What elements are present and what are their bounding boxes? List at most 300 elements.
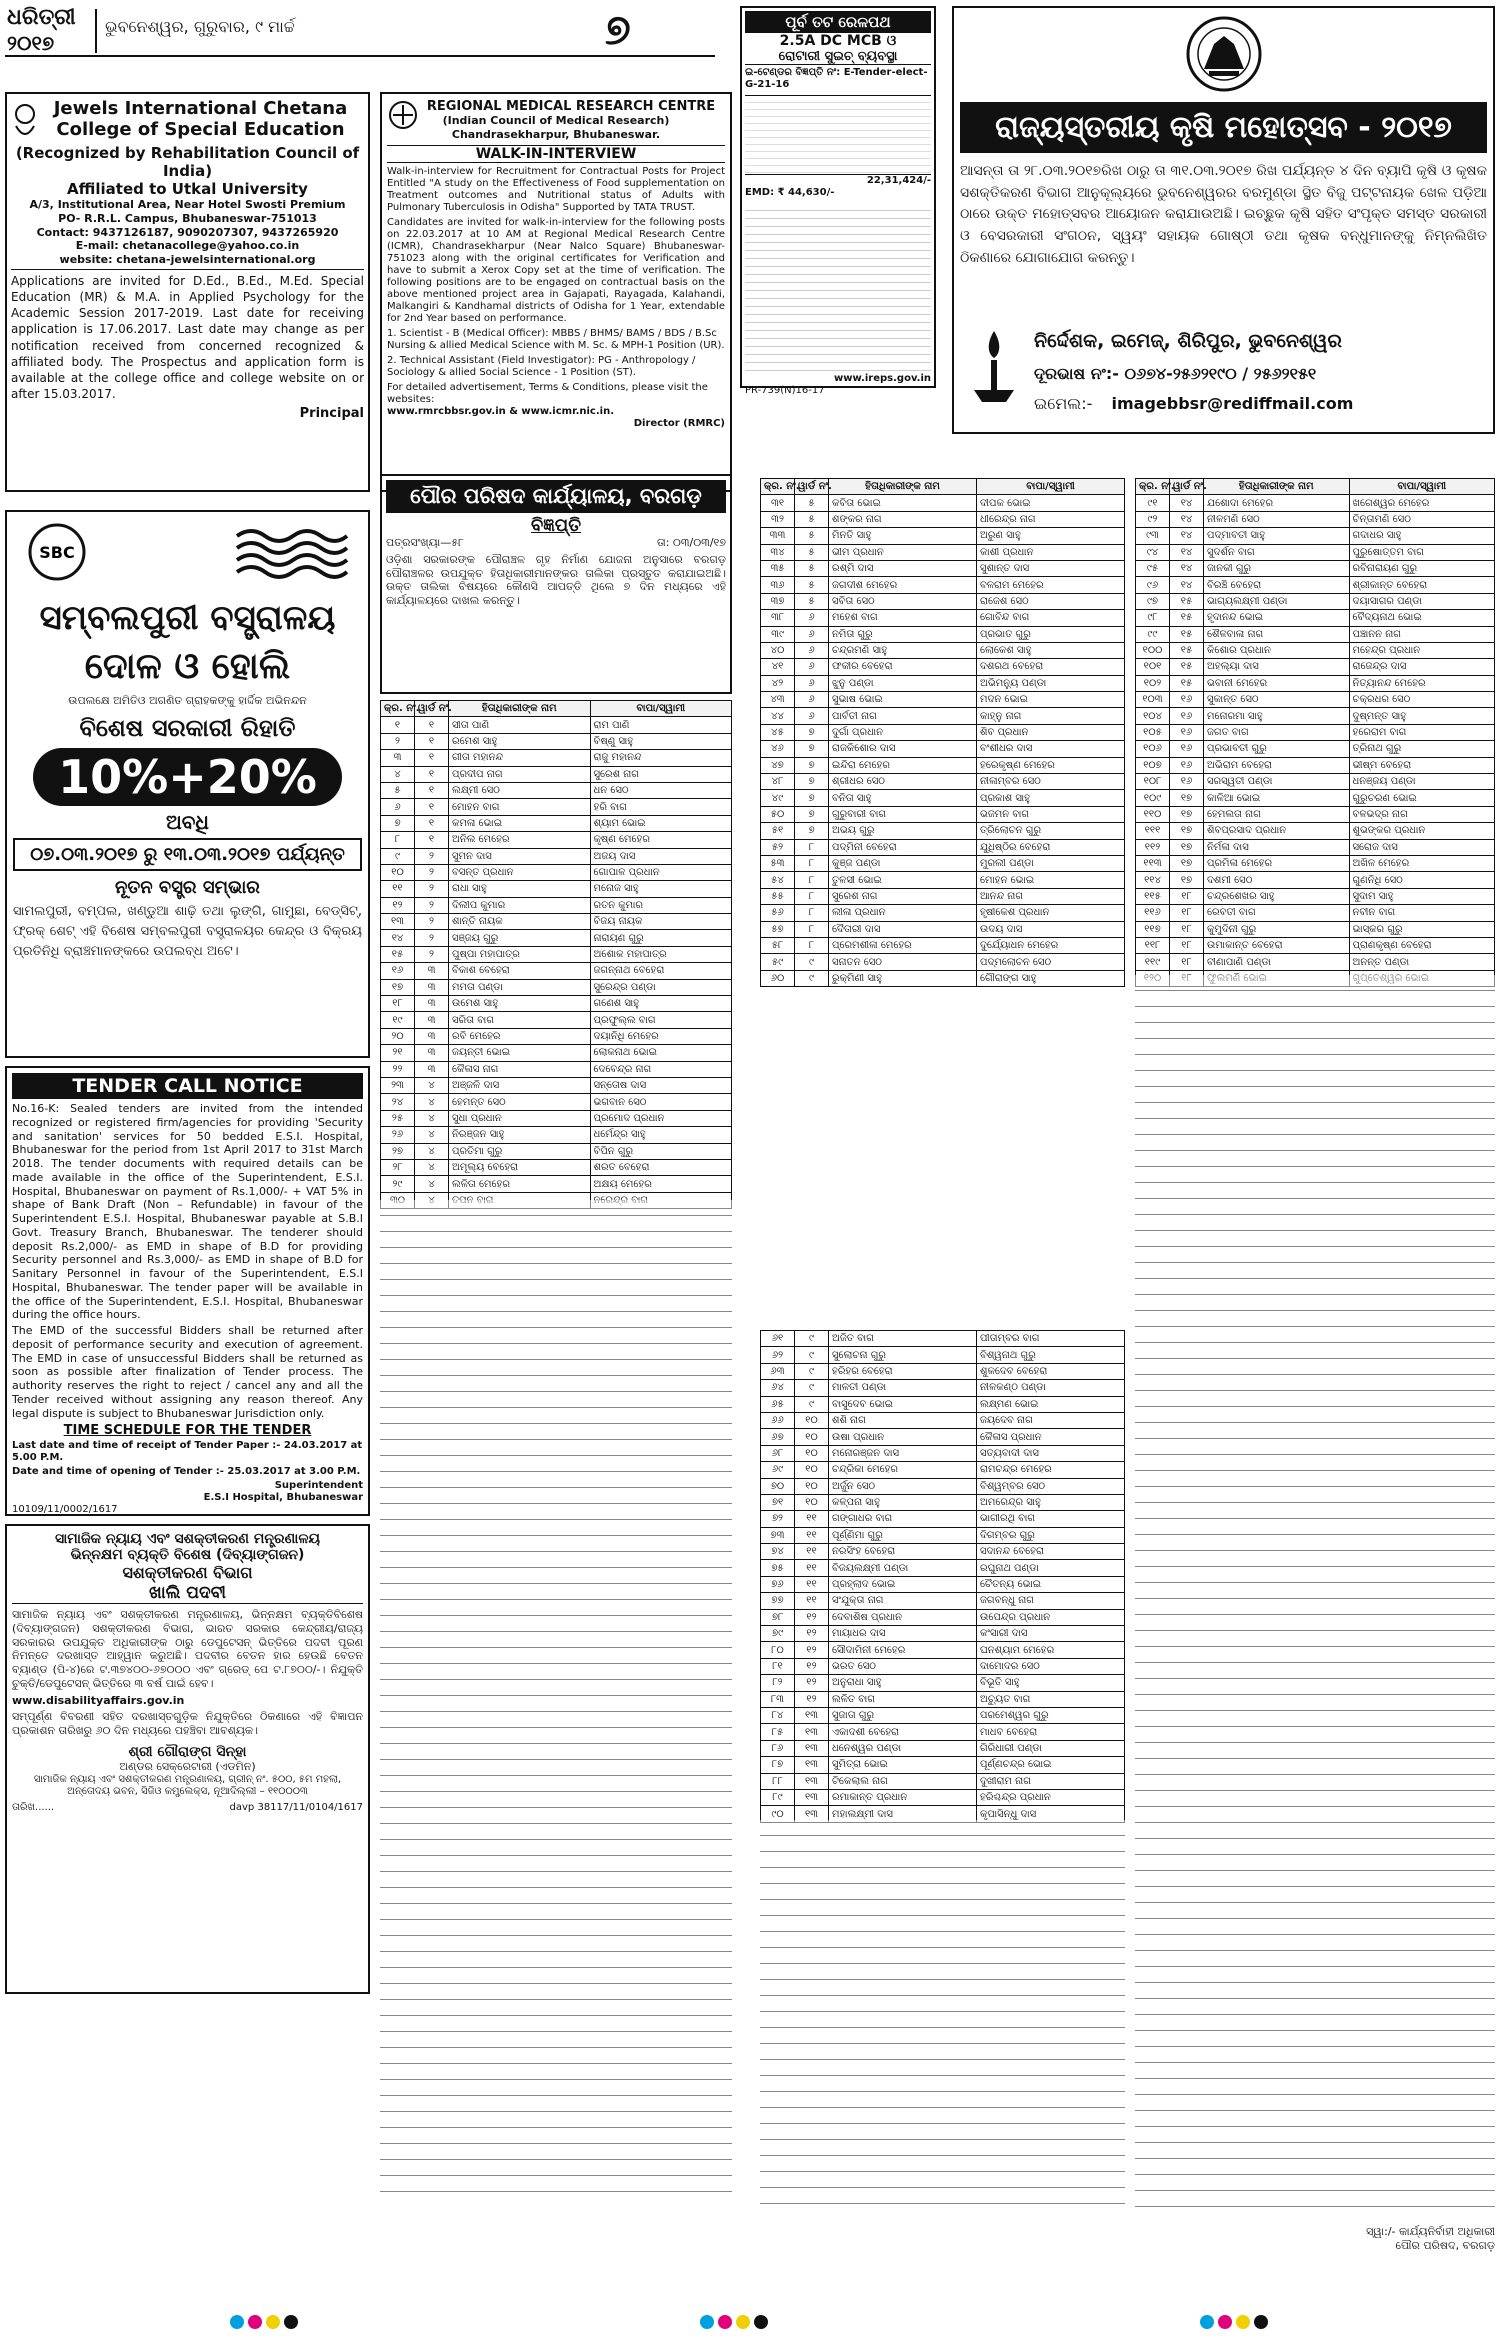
row-serial: ୫୪ xyxy=(761,872,795,888)
beneficiary-table-3 xyxy=(760,1330,1125,1823)
table-row xyxy=(761,1691,1125,1707)
masthead xyxy=(5,5,715,57)
row-serial: ୭୪ xyxy=(761,1544,795,1560)
row-serial: ୧୪ xyxy=(381,930,415,946)
row-guardian: ରାଜେନ୍ଦ୍ର ଦାସ xyxy=(1349,659,1495,675)
row-guardian: ଗୋପାଳ ପ୍ରଧାନ xyxy=(590,864,732,880)
row-ward: ୪ xyxy=(415,1127,449,1143)
row-ward: ୧୮ xyxy=(1170,937,1204,953)
row-name: ମନୋରଞ୍ଜନ ଦାସ xyxy=(829,1445,977,1461)
row-guardian: କୃପାସିନ୍ଧୁ ଦାସ xyxy=(977,1806,1125,1822)
row-serial: ୧୦୨ xyxy=(1136,675,1170,691)
row-guardian: ରଘୁନାଥ ପଣ୍ଡା xyxy=(977,1560,1125,1576)
row-name: ନମିତା ଗୁରୁ xyxy=(829,626,977,642)
row-serial: ୬୩ xyxy=(761,1363,795,1379)
rmrc-ad xyxy=(380,92,732,492)
table-row xyxy=(761,692,1125,708)
row-serial: ୫୦ xyxy=(761,806,795,822)
row-name: ମିନତି ସାହୁ xyxy=(829,528,977,544)
row-name: ଜୟନ୍ତୀ ଭୋଇ xyxy=(449,1045,591,1061)
row-name: ରମେଶ ସାହୁ xyxy=(449,733,591,749)
railway-ref: ଇ-ଟେଣ୍ଡର ବିଜ୍ଞପ୍ତି ନଂ: E-Tender-elect-G-21-16 xyxy=(745,67,928,90)
table-row xyxy=(761,806,1125,822)
row-name: ବସନ୍ତ ପ୍ରଧାନ xyxy=(449,864,591,880)
row-guardian: କାଶୀ ପ୍ରଧାନ xyxy=(977,544,1125,560)
row-guardian: ଭାଗୀରଥି ବାଗ xyxy=(977,1511,1125,1527)
row-guardian: ଗଣେଶ ସାହୁ xyxy=(590,996,732,1012)
row-name: ସୁଜାତା ଗୁରୁ xyxy=(829,1707,977,1723)
row-name: ସରସ୍ୱତୀ ପଣ୍ଡା xyxy=(1204,774,1350,790)
row-guardian: ସଦାନନ୍ଦ ବେହେରା xyxy=(977,1544,1125,1560)
disability-sign: ଶ୍ରୀ ଗୌରାଙ୍ଗ ସିନ୍ହା xyxy=(128,1743,247,1760)
row-guardian: ଅକ୍ଷୟ ମେହେର xyxy=(590,1176,732,1192)
table-row xyxy=(1136,921,1495,937)
table-row xyxy=(1136,642,1495,658)
row-name: ଉମେଶ ସାହୁ xyxy=(449,996,591,1012)
krushi-email[interactable]: imagebbsr@rediffmail.com xyxy=(1111,394,1354,413)
page-number: ୭ xyxy=(605,5,631,54)
row-ward: ୧୩ xyxy=(795,1740,829,1756)
row-serial: ୬୬ xyxy=(761,1412,795,1428)
row-guardian: ଅଚ୍ୟୁତ ବାଗ xyxy=(977,1691,1125,1707)
row-guardian: ହୃଷୀକେଶ ପ୍ରଧାନ xyxy=(977,905,1125,921)
row-name: ସଂଯୁକ୍ତା ନାଗ xyxy=(829,1593,977,1609)
table-row xyxy=(761,741,1125,757)
col-ward: ୱାର୍ଡ ନଂ. xyxy=(795,479,829,495)
row-serial: ୬ xyxy=(381,799,415,815)
table-row xyxy=(381,897,732,913)
row-guardian: ପ୍ରଭାତ ଗୁରୁ xyxy=(977,626,1125,642)
row-name: ଚନ୍ଦ୍ରଶେଖର ସାହୁ xyxy=(1204,888,1350,904)
row-name: ପ୍ରହ୍ଲାଦ ଭୋଇ xyxy=(829,1576,977,1592)
table-row xyxy=(761,888,1125,904)
row-ward: ୩ xyxy=(415,996,449,1012)
row-ward: ୯ xyxy=(795,1347,829,1363)
row-serial: ୯୪ xyxy=(1136,544,1170,560)
row-ward: ୧୮ xyxy=(1170,921,1204,937)
table-row xyxy=(1136,823,1495,839)
disability-website[interactable]: www.disabilityaffairs.gov.in xyxy=(12,1693,185,1707)
table-row xyxy=(381,848,732,864)
row-guardian: ଭୀଷ୍ମ ବେହେରା xyxy=(1349,757,1495,773)
row-name: ଦିଲୀପ କୁମାର xyxy=(449,897,591,913)
row-ward: ୬ xyxy=(795,642,829,658)
row-guardian: ମାଧବ ବେହେରା xyxy=(977,1724,1125,1740)
table-row xyxy=(761,1331,1125,1347)
list-continuation-1 xyxy=(380,1200,732,2200)
row-name: ଶୈଳବାଳା ନାଗ xyxy=(1204,626,1350,642)
row-name: ଇନ୍ଦିରା ମେହେର xyxy=(829,757,977,773)
table-row xyxy=(381,782,732,798)
row-guardian: ଉପେନ୍ଦ୍ର ପ୍ରଧାନ xyxy=(977,1609,1125,1625)
sambalpuri-ad xyxy=(5,510,370,1058)
row-ward: ୧୧ xyxy=(795,1527,829,1543)
row-serial: ୧୧୧ xyxy=(1136,823,1170,839)
table-row xyxy=(1136,659,1495,675)
row-guardian: ପୀତାମ୍ବର ବାଗ xyxy=(977,1331,1125,1347)
row-guardian: ଅଖିଳ ମେହେର xyxy=(1349,855,1495,871)
row-serial: ୧ xyxy=(381,717,415,733)
table-row xyxy=(761,855,1125,871)
row-name: ଟିକେଲାଲ ନାଗ xyxy=(829,1773,977,1789)
row-ward: ୧୩ xyxy=(795,1707,829,1723)
jewels-logo-icon xyxy=(12,102,38,142)
row-serial: ୯୩ xyxy=(1136,528,1170,544)
sambalpuri-line: ଉପଲକ୍ଷେ ଅମିତିଓ ଅଗଣିତ ଗ୍ରାହକଙ୍କୁ ହାର୍ଦ୍ଦିକ ଅଭିନନ୍ଦନ xyxy=(68,694,307,707)
row-guardian: ଦଶରଥ ବେହେରା xyxy=(977,659,1125,675)
table-row xyxy=(761,921,1125,937)
table-row xyxy=(1136,872,1495,888)
table-row xyxy=(1136,741,1495,757)
table-row xyxy=(1136,577,1495,593)
table-row xyxy=(761,1347,1125,1363)
row-serial: ୩୩ xyxy=(761,528,795,544)
row-name: ପାର୍ବତୀ ନାଗ xyxy=(829,708,977,724)
row-serial: ୭୨ xyxy=(761,1511,795,1527)
row-name: ମାଳତୀ ପଣ୍ଡା xyxy=(829,1380,977,1396)
table-row xyxy=(761,659,1125,675)
row-ward: ୧୬ xyxy=(1170,692,1204,708)
row-ward: ୧ xyxy=(415,799,449,815)
row-guardian: ଅଜୟ ଦାସ xyxy=(590,848,732,864)
row-name: ସବିତା ସେଠ xyxy=(829,593,977,609)
row-ward: ୪ xyxy=(415,1159,449,1175)
municipal-title: ପୌର ପରିଷଦ କାର୍ଯ୍ୟାଳୟ, ବରଗଡ଼ xyxy=(386,480,726,513)
row-guardian: ଦୟାନିଧି ମେହେର xyxy=(590,1028,732,1044)
row-name: କମଳା ଭୋଇ xyxy=(449,815,591,831)
dateline: ଭୁବନେଶ୍ୱର, ଗୁରୁବାର, ୯ ମାର୍ଚ୍ଚ xyxy=(105,17,295,36)
disability-body2: ସମ୍ପୂର୍ଣ୍ଣ ବିବରଣୀ ସହିତ ଦରଖାସ୍ତଗୁଡ଼ିକ ନିଯୁକ୍ତିରେ ଠିକଣାରେ ଏହି ବିଜ୍ଞାପନ ପ୍ରକାଶନ ତାରିଖରୁ ୬୦ ଦିନ ମଧ୍ୟରେ ପହଞ୍ଚିବା ଆବଶ୍ୟକ। xyxy=(12,1710,363,1737)
row-guardian: ଗିରିଧାରୀ ପଣ୍ଡା xyxy=(977,1740,1125,1756)
row-ward: ୩ xyxy=(415,1012,449,1028)
row-ward: ୧୮ xyxy=(1170,888,1204,904)
row-name: ଅର୍ଜୁନ ସେଠ xyxy=(829,1478,977,1494)
table-row xyxy=(761,1560,1125,1576)
row-serial: ୧୦୫ xyxy=(1136,724,1170,740)
row-serial: ୯୨ xyxy=(1136,511,1170,527)
table-header xyxy=(381,701,732,717)
row-name: ନିର୍ମଳା ଦାସ xyxy=(1204,839,1350,855)
row-name: ନିରଞ୍ଜନ ସାହୁ xyxy=(449,1127,591,1143)
tender-notice xyxy=(5,1066,370,1516)
row-guardian: ନିତ୍ୟାନନ୍ଦ ମେହେର xyxy=(1349,675,1495,691)
rmrc-location: Chandrasekharpur, Bhubaneswar. xyxy=(451,127,661,141)
row-serial: ୧୧୬ xyxy=(1136,905,1170,921)
row-name: କାଳିଆ ଭୋଇ xyxy=(1204,790,1350,806)
row-serial: ୩୮ xyxy=(761,610,795,626)
row-serial: ୯ xyxy=(381,848,415,864)
row-ward: ୫ xyxy=(795,577,829,593)
jewels-title1: Jewels International Chetana xyxy=(53,98,348,119)
row-name: ବୀଣାପାଣି ପଣ୍ଡା xyxy=(1204,954,1350,970)
row-serial: ୪୭ xyxy=(761,757,795,773)
table-header xyxy=(761,479,1125,495)
table-row xyxy=(761,1544,1125,1560)
disability-body: ସାମାଜିକ ନ୍ୟାୟ ଏବଂ ସଶକ୍ତୀକରଣ ମନ୍ତ୍ରଣାଳୟ, ଭିନ୍ନକ୍ଷମ ବ୍ୟକ୍ତିବିଶେଷ (ଦିବ୍ୟାଙ୍ଗଜନ) ସଶକ୍ତୀକରଣ ବିଭାଗ, ଭାରତ ସରକାର କେନ୍ଦ୍ରୀୟ/ରାଜ୍ୟ ସରକାରର ଉପଯୁକ୍ତ ଅଧିକାରୀଙ୍କ ଠାରୁ ଡେପୁଟେସନ୍ ଭିତ୍ତିରେ ପଦବୀ ପୂରଣ ନିମନ୍ତେ ଦରଖାସ୍ତ ଆହ୍ୱାନ କରୁଅଛି। ପଦବୀର ବେତନ ହାର ହେଉଛି ବେତନ ବ୍ୟାଣ୍ଡ (ପି-୪)ରେ ଟ.୩୭୪୦୦-୬୭୦୦୦ ଏବଂ ଗ୍ରେଡ୍ ପେ ଟ.୮୭୦୦/-। ନିଯୁକ୍ତି ଚୁକ୍ତି/ଡେପୁଟେସନ୍ ଭିତ୍ତିରେ ୩ ବର୍ଷ ପାଇଁ ହେବ। xyxy=(12,1608,363,1690)
row-guardian: ନୀଳକଣ୍ଠ ପଣ୍ଡା xyxy=(977,1380,1125,1396)
row-ward: ୧ xyxy=(415,815,449,831)
row-name: ଭାଗ୍ୟଲକ୍ଷ୍ମୀ ପଣ୍ଡା xyxy=(1204,593,1350,609)
row-ward: ୧୨ xyxy=(795,1642,829,1658)
paper-name: ଧରିତ୍ରୀ xyxy=(7,5,76,30)
row-guardian: ଶ୍ରୀକାନ୍ତ ବେହେରା xyxy=(1349,577,1495,593)
disability-date-label: ତାରିଖ...... xyxy=(12,1801,55,1813)
table-row xyxy=(761,1363,1125,1379)
row-name: ହରିହର ବେହେରା xyxy=(829,1363,977,1379)
svg-text:SBC: SBC xyxy=(39,543,75,562)
row-serial: ୮୮ xyxy=(761,1773,795,1789)
table-row xyxy=(1136,626,1495,642)
row-guardian: ସତ୍ୟବାଦୀ ଦାସ xyxy=(977,1445,1125,1461)
row-ward: ୬ xyxy=(795,626,829,642)
row-name: ହେମନ୍ତ ସେଠ xyxy=(449,1094,591,1110)
row-guardian: ଶରତ ବେହେରା xyxy=(590,1159,732,1175)
disability-footer xyxy=(12,1802,363,1814)
table-row xyxy=(761,593,1125,609)
row-ward: ୪ xyxy=(415,1077,449,1093)
row-guardian: ସରୋଜ ଦାସ xyxy=(1349,839,1495,855)
municipal-ref-row xyxy=(386,536,726,550)
row-guardian: ଲୋକନାଥ ଭୋଇ xyxy=(590,1045,732,1061)
row-ward: ୧୮ xyxy=(1170,905,1204,921)
krushi-email-label: ଇମେଲ:- xyxy=(1034,394,1093,413)
row-serial: ୯୭ xyxy=(1136,593,1170,609)
table-row xyxy=(381,1028,732,1044)
table-row xyxy=(1136,937,1495,953)
row-name: ସୁଧା ପ୍ରଧାନ xyxy=(449,1110,591,1126)
table-row xyxy=(381,717,732,733)
row-serial: ୧୮ xyxy=(381,996,415,1012)
table-row xyxy=(381,996,732,1012)
table-row xyxy=(761,1429,1125,1445)
row-name: ଅଜିତ ବାଗ xyxy=(829,1331,977,1347)
col-name: ହିତାଧିକାରୀଙ୍କ ନାମ xyxy=(1204,479,1350,495)
rmrc-footer: For detailed advertisement, Terms & Conditions, please visit the websites: xyxy=(387,381,708,405)
row-ward: ୧୧ xyxy=(795,1511,829,1527)
row-ward: ୮ xyxy=(795,855,829,871)
sambalpuri-discount: 10%+20% xyxy=(33,748,342,806)
row-ward: ୨ xyxy=(415,864,449,880)
rmrc-walkin: WALK-IN-INTERVIEW xyxy=(387,145,725,163)
row-serial: ୧୫ xyxy=(381,946,415,962)
row-serial: ୧୦୪ xyxy=(1136,708,1170,724)
row-guardian: ଶିବ ପ୍ରଧାନ xyxy=(977,724,1125,740)
row-guardian: ଅନନ୍ତ ପଣ୍ଡା xyxy=(1349,954,1495,970)
row-guardian: ମନୋଜ ସାହୁ xyxy=(590,881,732,897)
row-ward: ୪ xyxy=(415,1110,449,1126)
row-ward: ୩ xyxy=(415,1028,449,1044)
row-ward: ୧୩ xyxy=(795,1806,829,1822)
row-guardian: ତ୍ରିନାଥ ଗୁରୁ xyxy=(1349,741,1495,757)
row-name: କଳ୍ପନା ସାହୁ xyxy=(829,1494,977,1510)
row-name: ଭରତ ସେଠ xyxy=(829,1658,977,1674)
row-name: ପୁଷ୍ପା ମହାପାତ୍ର xyxy=(449,946,591,962)
row-guardian: ଚକ୍ରଧର ସେଠ xyxy=(1349,692,1495,708)
list-continuation-2 xyxy=(760,1820,1125,2210)
row-serial: ୪୧ xyxy=(761,659,795,675)
table-row xyxy=(761,511,1125,527)
row-guardian: ରତନ କୁମାର xyxy=(590,897,732,913)
table-row xyxy=(761,544,1125,560)
row-guardian: ଦିଗମ୍ବର ଗୁରୁ xyxy=(977,1527,1125,1543)
row-ward: ୭ xyxy=(795,741,829,757)
jewels-email[interactable]: E-mail: chetanacollege@yahoo.co.in xyxy=(75,239,300,253)
row-guardian: ଜୟଦେବ ନାଗ xyxy=(977,1412,1125,1428)
row-name: ଅଭିରାମ ବେହେରା xyxy=(1204,757,1350,773)
table-row xyxy=(761,1675,1125,1691)
tender-sign1: Superintendent xyxy=(274,1480,363,1492)
row-ward: ୨ xyxy=(415,897,449,913)
row-ward: ୭ xyxy=(795,724,829,740)
table-row xyxy=(1136,839,1495,855)
row-name: କବିତା ଭୋଇ xyxy=(829,495,977,511)
table-row xyxy=(1136,610,1495,626)
table-row xyxy=(381,1094,732,1110)
row-name: ଶଶି ନାଗ xyxy=(829,1412,977,1428)
row-ward: ୮ xyxy=(795,921,829,937)
table-row xyxy=(381,1176,732,1192)
table-row xyxy=(761,495,1125,511)
row-guardian: ଦୁର୍ଯ୍ୟୋଧନ ମେହେର xyxy=(977,937,1125,953)
row-serial: ୧୧ xyxy=(381,881,415,897)
row-name: ସୁମନ ଦାସ xyxy=(449,848,591,864)
row-ward: ୭ xyxy=(795,823,829,839)
row-serial: ୮୦ xyxy=(761,1642,795,1658)
row-serial: ୮୩ xyxy=(761,1691,795,1707)
row-name: ଜଗତ ବାଗ xyxy=(1204,724,1350,740)
row-guardian: ଶୁକଦେବ ବେହେରା xyxy=(977,1363,1125,1379)
row-ward: ୧୬ xyxy=(1170,774,1204,790)
row-ward: ୬ xyxy=(795,610,829,626)
row-ward: ୬ xyxy=(795,708,829,724)
row-guardian: ହରି ବାଗ xyxy=(590,799,732,815)
rmrc-title: REGIONAL MEDICAL RESEARCH CENTRE xyxy=(426,99,716,114)
row-ward: ୧୩ xyxy=(795,1757,829,1773)
row-serial: ୨୭ xyxy=(381,1143,415,1159)
row-name: କୈଳାସ ନାଗ xyxy=(449,1061,591,1077)
rmrc-websites[interactable]: www.rmrcbbsr.gov.in & www.icmr.nic.in. xyxy=(387,405,614,417)
row-guardian: ବିଷ୍ଣୁ ସାହୁ xyxy=(590,733,732,749)
row-serial: ୭୯ xyxy=(761,1626,795,1642)
sambalpuri-period: ୦୭.୦୩.୨୦୧୭ ରୁ ୧୩.୦୩.୨୦୧୭ ପର୍ଯ୍ୟନ୍ତ xyxy=(13,838,362,871)
table-row xyxy=(1136,954,1495,970)
row-guardian: ପଞ୍ଚାନନ ନାଗ xyxy=(1349,626,1495,642)
row-serial: ୧୧୦ xyxy=(1136,806,1170,822)
row-name: ଦଶମୀ ସେଠ xyxy=(1204,872,1350,888)
row-serial: ୯୯ xyxy=(1136,626,1170,642)
row-name: ଗଙ୍ଗାଧର ବାଗ xyxy=(829,1511,977,1527)
table-row xyxy=(761,1462,1125,1478)
row-serial: ୫ xyxy=(381,782,415,798)
rmrc-body2: Candidates are invited for walk-in-interview for the following posts on 22.03.2017 at 10 AM at Regional Medical Research Centre (ICMR), Chandrasekharpur (Near Nalco Square) Bhubaneswar-751023 along with the original certificates for Verification and have to submit a Xerox Copy set at the time of verification. The following positions are to be engaged on contractual basis on the above mentioned project area in Gajapati, Rayagada, Kalahandi, Malkangiri & Kandhamal districts of Odisha for 1 Year, extendable for 2nd Year based on performance. xyxy=(387,216,725,324)
row-guardian: ପ୍ରଫୁଲ୍ଲ ବାଗ xyxy=(590,1012,732,1028)
row-ward: ୧ xyxy=(415,750,449,766)
row-ward: ୧୪ xyxy=(1170,495,1204,511)
row-ward: ୧୨ xyxy=(795,1691,829,1707)
col-serial: କ୍ର. ନଂ. xyxy=(761,479,795,495)
row-ward: ୧୦ xyxy=(795,1445,829,1461)
row-name: ଲୀଳା ପ୍ରଧାନ xyxy=(829,905,977,921)
municipal-letter-no: ପତ୍ରସଂଖ୍ୟା—୫୮ xyxy=(386,536,464,549)
row-name: ବିଜୟଲକ୍ଷ୍ମୀ ପଣ୍ଡା xyxy=(829,1560,977,1576)
row-name: ଧନେଶ୍ୱର ପଣ୍ଡା xyxy=(829,1740,977,1756)
table-row xyxy=(1136,905,1495,921)
jewels-website[interactable]: website: chetana-jewelsinternational.org xyxy=(11,253,364,270)
row-name: ହୃଦାନନ୍ଦ ଭୋଇ xyxy=(1204,610,1350,626)
disability-vacancy: ଖାଲି ପଦବୀ xyxy=(12,1583,363,1604)
jewels-sign: Principal xyxy=(299,406,364,422)
table-row xyxy=(381,1077,732,1093)
row-guardian: ଦାମୋଦର ସେଠ xyxy=(977,1658,1125,1674)
row-guardian: ହରିଶ୍ଚନ୍ଦ୍ର ପ୍ରଧାନ xyxy=(977,1789,1125,1805)
railway-tender xyxy=(740,6,936,396)
railway-emd: EMD: ₹ 44,630/- xyxy=(745,187,835,198)
row-name: ଗୁରୁବାରୀ ବାଗ xyxy=(829,806,977,822)
row-ward: ୧୪ xyxy=(1170,511,1204,527)
jewels-address2: PO- R.R.L. Campus, Bhubaneswar-751013 xyxy=(58,211,317,225)
row-guardian: ନବୀନ ବାଗ xyxy=(1349,905,1495,921)
table-row xyxy=(761,1609,1125,1625)
row-guardian: ନାରାୟଣ ଗୁରୁ xyxy=(590,930,732,946)
row-guardian: ମୋହନ ଭୋଇ xyxy=(977,872,1125,888)
row-ward: ୧୨ xyxy=(795,1658,829,1674)
row-name: ଅହଲ୍ୟା ଦାସ xyxy=(1204,659,1350,675)
row-ward: ୧୪ xyxy=(1170,544,1204,560)
row-name: ଗୀତା ମହାନନ୍ଦ xyxy=(449,750,591,766)
row-serial: ୪୯ xyxy=(761,790,795,806)
row-serial: ୫୨ xyxy=(761,839,795,855)
table-row xyxy=(381,1159,732,1175)
row-ward: ୯ xyxy=(795,954,829,970)
table-row xyxy=(381,815,732,831)
table-row xyxy=(761,1511,1125,1527)
row-ward: ୪ xyxy=(415,1176,449,1192)
row-guardian: କାହ୍ନୁ ନାଗ xyxy=(977,708,1125,724)
row-guardian: ଧର୍ମେନ୍ଦ୍ର ସାହୁ xyxy=(590,1127,732,1143)
row-name: ପଦ୍ମିନୀ ବେହେରା xyxy=(829,839,977,855)
row-ward: ୪ xyxy=(415,1094,449,1110)
col-name: ହିତାଧିକାରୀଙ୍କ ନାମ xyxy=(829,479,977,495)
row-guardian: ଦୁଖୀରାମ ନାଗ xyxy=(977,1773,1125,1789)
row-guardian: ସୁଦାମ ସାହୁ xyxy=(1349,888,1495,904)
tender-body1: No.16-K: Sealed tenders are invited from the intended recognized or registered firm/agencies for providing 'Security and sanitation' services for 50 bedded E.S.I. Hospital, Bhubaneswar for the period from 1st April 2017 to 31st March 2018. The tender documents with required details can be made available in the office of the Superintendent, E.S.I. Hospital, Bhubaneswar on payment of Rs.1,000/- + VAT 5% in shape of Bank Draft (Non – Refundable) in favour of the Superintendent E.S.I. Hospital, Bhubaneswar payable at S.B.I Govt. Treasury Branch, Bhubaneswar. The tenderer should deposit Rs.2,000/- as EMD in shape of B.D for providing Security personnel and Rs.3,000/- as EMD in shape of B.D for Sanitary Personnel in favour of the Superintendent, E.S.I Hospital, Bhubaneswar. The tender paper will be available in the office of the Superintendent, E.S.I. Hospital, Bhubaneswar during the office hours. xyxy=(12,1102,363,1322)
railway-website[interactable]: www.ireps.gov.in xyxy=(833,373,931,384)
row-name: ବିକାଶ ବେହେରା xyxy=(449,963,591,979)
row-name: ଚନ୍ଦ୍ରମଣି ସାହୁ xyxy=(829,642,977,658)
railway-title: ପୂର୍ବ ତଟ ରେଳପଥ xyxy=(745,11,931,33)
col-name: ହିତାଧିକାରୀଙ୍କ ନାମ xyxy=(449,701,591,717)
row-ward: ୫ xyxy=(795,495,829,511)
row-serial: ୫୩ xyxy=(761,855,795,871)
row-ward: ୧୧ xyxy=(795,1593,829,1609)
row-name: ପୂର୍ଣ୍ଣିମା ଗୁରୁ xyxy=(829,1527,977,1543)
row-guardian: ବଳଭଦ୍ର ନାଗ xyxy=(1349,806,1495,822)
row-name: କୁମୁଦିନୀ ଗୁରୁ xyxy=(1204,921,1350,937)
row-guardian: ବିଶ୍ୱନାଥ ଗୁରୁ xyxy=(977,1347,1125,1363)
row-name: ସନାତନ ସେଠ xyxy=(829,954,977,970)
sbc-logo-icon xyxy=(27,522,87,582)
railway-detail xyxy=(745,95,931,175)
row-guardian: ଗୋବିନ୍ଦ ବାଗ xyxy=(977,610,1125,626)
row-ward: ୫ xyxy=(795,528,829,544)
table-row xyxy=(761,1445,1125,1461)
row-guardian: ଅଶୋକ ମହାପାତ୍ର xyxy=(590,946,732,962)
row-ward: ୯ xyxy=(795,1363,829,1379)
row-serial: ୮୬ xyxy=(761,1740,795,1756)
table-row xyxy=(1136,757,1495,773)
row-ward: ୩ xyxy=(415,963,449,979)
municipal-intro: ଓଡ଼ିଶା ସରକାରଙ୍କ ପୌରାଞ୍ଚଳ ଗୃହ ନିର୍ମାଣ ଯୋଜନା ଅନୁସାରେ ବରଗଡ଼ ପୌରାଞ୍ଚଳର ଉପଯୁକ୍ତ ହିତାଧିକାରୀମାନଙ୍କର ତାଲିକା ପ୍ରସ୍ତୁତ କରାଯାଇଅଛି। ଉକ୍ତ ତାଲିକା ବିଷୟରେ କୌଣସି ଆପତ୍ତି ଥିଲେ ୭ ଦିନ ମଧ୍ୟରେ ଏହି କାର୍ଯ୍ୟାଳୟରେ ଦାଖଲ କରନ୍ତୁ। xyxy=(386,552,726,607)
